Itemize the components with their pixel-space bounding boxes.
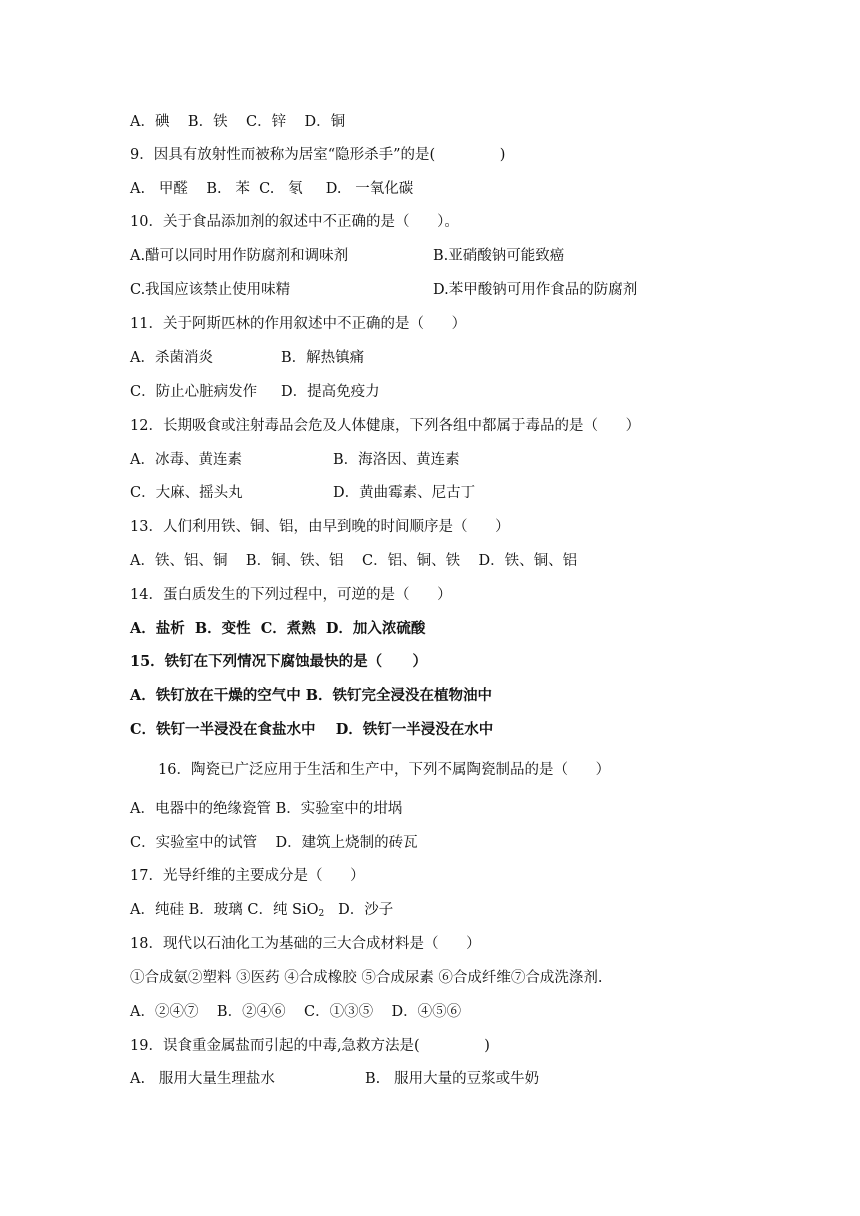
q12-option-b: B．海洛因、黄连素 bbox=[333, 452, 460, 468]
q13-options: A．铁、铝、铜 B．铜、铁、铝 C．铝、铜、铁 D．铁、铜、铝 bbox=[130, 553, 578, 569]
q12-option-c: C．大麻、摇头丸 bbox=[130, 485, 243, 501]
q12-question: 12．长期吸食或注射毒品会危及人体健康，下列各组中都属于毒品的是（ ） bbox=[130, 418, 641, 434]
q19-option-b: B. 服用大量的豆浆或牛奶 bbox=[365, 1071, 540, 1087]
q11-option-a: A．杀菌消炎 bbox=[130, 350, 213, 366]
q18-question: 18．现代以石油化工为基础的三大合成材料是（ ） bbox=[130, 936, 481, 952]
q17-question: 17．光导纤维的主要成分是（ ） bbox=[130, 868, 365, 884]
q10-option-c: C.我国应该禁止使用味精 bbox=[130, 282, 291, 298]
q10-option-b: B.亚硝酸钠可能致癌 bbox=[433, 248, 565, 264]
q11-option-c: C．防止心脏病发作 bbox=[130, 384, 258, 400]
q12-option-d: D．黄曲霉素、尼古丁 bbox=[333, 485, 476, 501]
q15-options-cd: C．铁钉一半浸没在食盐水中 D．铁钉一半浸没在水中 bbox=[130, 721, 494, 738]
q10-option-a: A.醋可以同时用作防腐剂和调味剂 bbox=[130, 248, 349, 264]
q10-question: 10．关于食品添加剂的叙述中不正确的是（ ）。 bbox=[130, 214, 459, 230]
q16-options-ab: A．电器中的绝缘瓷管 B．实验室中的坩埚 bbox=[130, 801, 403, 817]
q9-question: 9．因具有放射性而被称为居室“隐形杀手”的是( ) bbox=[130, 147, 506, 163]
q13-question: 13．人们利用铁、铜、铝，由早到晚的时间顺序是（ ） bbox=[130, 519, 510, 535]
q19-option-a: A. 服用大量生理盐水 bbox=[130, 1071, 275, 1087]
q18-items: ①合成氨②塑料 ③医药 ④合成橡胶 ⑤合成尿素 ⑥合成纤维⑦合成洗涤剂. bbox=[130, 970, 603, 986]
q8-options: A．碘 B．铁 C．锌 D．铜 bbox=[130, 114, 346, 130]
q18-options: A．②④⑦ B．②④⑥ C．①③⑤ D．④⑤⑥ bbox=[130, 1004, 462, 1020]
q15-options-ab: A．铁钉放在干燥的空气中 B．铁钉完全浸没在植物油中 bbox=[130, 687, 493, 704]
q11-question: 11．关于阿斯匹林的作用叙述中不正确的是（ ） bbox=[130, 316, 467, 332]
q12-option-a: A．冰毒、黄连素 bbox=[130, 452, 242, 468]
q17-options-main: A．纯硅 B．玻璃 C．纯 SiO bbox=[130, 902, 319, 918]
q19-question: 19．误食重金属盐而引起的中毒,急救方法是( ) bbox=[130, 1038, 490, 1054]
q14-question: 14．蛋白质发生的下列过程中，可逆的是（ ） bbox=[130, 587, 452, 603]
q11-option-b: B．解热镇痛 bbox=[281, 350, 365, 366]
q15-question: 15．铁钉在下列情况下腐蚀最快的是（ ） bbox=[130, 653, 427, 670]
q11-option-d: D．提高免疫力 bbox=[281, 384, 380, 400]
q17-option-d: D．沙子 bbox=[324, 902, 394, 918]
q16-question: 16．陶瓷已广泛应用于生活和生产中，下列不属陶瓷制品的是（ ） bbox=[158, 762, 611, 778]
q9-options: A. 甲醛 B. 苯 C. 氡 D. 一氧化碳 bbox=[130, 181, 414, 197]
q10-option-d: D.苯甲酸钠可用作食品的防腐剂 bbox=[433, 282, 638, 298]
q16-options-cd: C．实验室中的试管 D．建筑上烧制的砖瓦 bbox=[130, 835, 418, 851]
q17-subscript: 2 bbox=[318, 909, 325, 919]
q17-options bbox=[130, 900, 393, 920]
q14-options: A．盐析 B．变性 C．煮熟 D．加入浓硫酸 bbox=[130, 620, 426, 637]
